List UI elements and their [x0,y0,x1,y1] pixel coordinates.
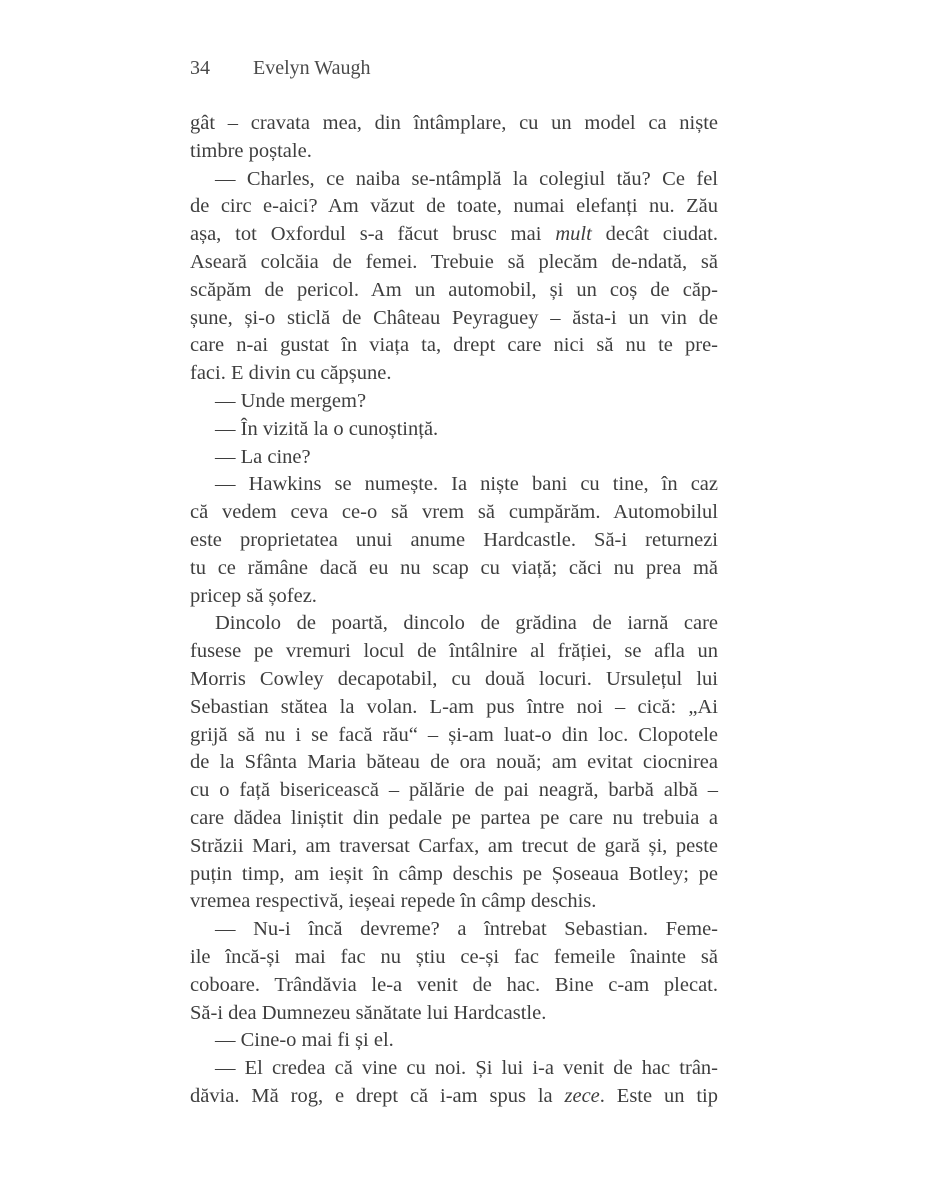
text-line [190,1083,718,1111]
text-segment: — El credea că vine cu noi. Și lui i-a venit de hac trân- [215,1057,718,1080]
text-segment: puțin timp, am ieșit în câmp deschis pe Șoseaua Botley; pe [190,862,718,885]
text-segment: Să-i dea Dumnezeu sănătate lui Hardcastle. [190,1001,547,1024]
text-line [190,471,718,499]
text-segment: timbre poștale. [190,139,312,162]
italic-text: mult [555,223,592,246]
text-line [190,249,718,277]
text-segment: dăvia. Mă rog, e drept că i-am spus la [190,1084,565,1107]
text-segment: șune, și-o sticlă de Château Peyraguey – ăsta-i un vin de [190,306,718,329]
text-segment: . Este un tip [599,1084,718,1107]
text-segment: Aseară colcăia de femei. Trebuie să plecăm de-ndată, să [190,250,718,273]
text-segment: fusese pe vremuri locul de întâlnire al frăției, se afla un [190,640,718,663]
text-line [190,972,718,1000]
running-header-author: Evelyn Waugh [253,57,371,79]
text-line [190,277,718,305]
text-line [190,861,718,889]
text-segment: ile încă-și mai fac nu știu ce-și fac femeile înainte să [190,945,718,968]
text-line [190,722,718,750]
running-header [190,57,370,80]
text-line [190,416,718,444]
text-line [190,110,718,138]
text-segment: tu ce rămâne dacă eu nu scap cu viață; căci nu prea mă [190,556,718,579]
text-segment: de circ e-aici? Am văzut de toate, numai elefanți nu. Zău [190,195,718,218]
text-line [190,444,718,472]
text-line [190,749,718,777]
text-segment: Dincolo de poartă, dincolo de grădina de iarnă care [215,612,718,635]
text-line [190,694,718,722]
text-line [190,1000,718,1028]
text-segment: — În vizită la o cunoștință. [215,417,439,440]
text-line [190,138,718,166]
text-line [190,666,718,694]
text-line [190,1027,718,1055]
text-segment: — Nu-i încă devreme? a întrebat Sebastian. Feme- [215,918,718,941]
text-segment: care dădea liniștit din pedale pe partea pe care nu trebuia a [190,806,718,829]
text-line [190,833,718,861]
text-line [190,555,718,583]
text-line [190,944,718,972]
text-segment: Morris Cowley decapotabil, cu două locuri. Ursulețul lui [190,667,718,690]
page-number: 34 [190,57,210,79]
text-segment: care n-ai gustat în viața ta, drept care nici să nu te pre- [190,334,718,357]
text-segment: scăpăm de pericol. Am un automobil, și un coș de căp- [190,278,718,301]
text-segment: — Hawkins se numește. Ia niște bani cu tine, în caz [215,473,718,496]
text-line [190,332,718,360]
text-line [190,777,718,805]
text-line [190,583,718,611]
text-line [190,527,718,555]
text-segment: este proprietatea unui anume Hardcastle. Să-i returnezi [190,528,718,551]
text-line [190,916,718,944]
text-line [190,221,718,249]
text-line [190,305,718,333]
text-segment: că vedem ceva ce-o să vrem să cumpărăm. Automobilul [190,501,718,524]
text-segment: vremea respectivă, ieșeai repede în câmp deschis. [190,890,597,913]
text-segment: coboare. Trândăvia le-a venit de hac. Bine c-am plecat. [190,973,718,996]
text-segment: — Unde mergem? [215,389,367,412]
text-line [190,610,718,638]
text-line [190,388,718,416]
text-line [190,499,718,527]
text-segment: decât ciudat. [591,223,718,246]
text-line [190,360,718,388]
text-segment: Străzii Mari, am traversat Carfax, am trecut de gară și, peste [190,834,718,857]
italic-text: zece [564,1084,600,1107]
text-segment: Sebastian stătea la volan. L-am pus între noi – cică: „Ai [190,695,718,718]
text-segment: gât – cravata mea, din întâmplare, cu un model ca niște [190,112,718,134]
text-line [190,1055,718,1083]
text-line [190,193,718,221]
text-line [190,805,718,833]
text-segment: — La cine? [215,445,311,468]
text-segment: de la Sfânta Maria băteau de ora nouă; am evitat ciocnirea [190,751,718,774]
text-segment: faci. E divin cu căpșune. [190,362,392,385]
text-line [190,888,718,916]
text-line [190,166,718,194]
body-text [190,110,718,1111]
text-segment: cu o față bisericească – pălărie de pai neagră, barbă albă – [190,779,718,802]
text-segment: grijă să nu i se facă rău“ – și-am luat-o din loc. Clopotele [190,723,718,746]
text-line [190,638,718,666]
text-segment: așa, tot Oxfordul s-a făcut brusc mai [190,223,556,246]
text-segment: — Cine-o mai fi și el. [215,1029,394,1052]
text-segment: pricep să șofez. [190,584,317,607]
text-segment: — Charles, ce naiba se-ntâmplă la colegiul tău? Ce fel [215,167,718,190]
